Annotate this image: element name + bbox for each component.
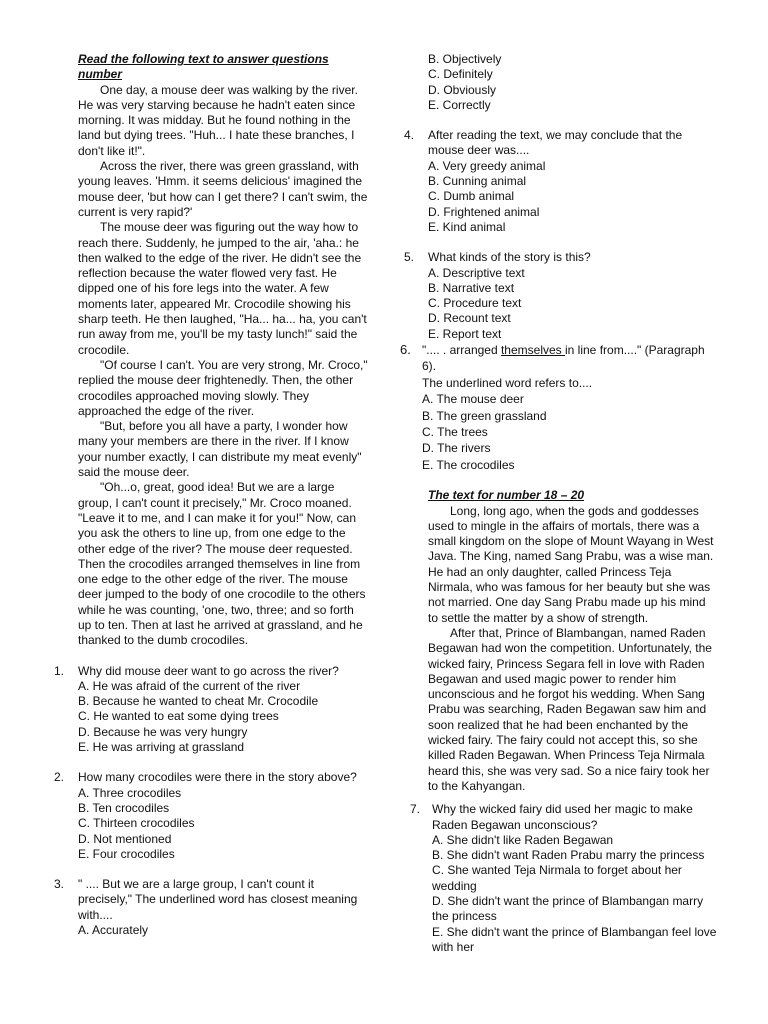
story-paragraph: One day, a mouse deer was walking by the river. He was very starving because he hadn't eaten since morning. It was midday. But he found nothing in the land but dying trees. "Huh... I hate these branches, I don't like it!". xyxy=(78,82,358,158)
question-text-end: in line from...." (Paragraph 6). xyxy=(422,343,705,374)
right-column xyxy=(400,52,718,955)
answer-option: B. Objectively xyxy=(428,52,502,66)
answer-option: E. Kind animal xyxy=(428,219,506,234)
answer-option: D. Obviously xyxy=(428,82,497,97)
answer-option: D. The rivers xyxy=(422,441,491,456)
question-text: How many crocodiles were there in the story above? xyxy=(78,770,357,785)
answer-option: C. Thirteen crocodiles xyxy=(78,816,195,831)
answer-options xyxy=(432,833,718,955)
answer-option: B. She didn't want Raden Prabu marry the princess xyxy=(432,848,705,863)
answer-option: B. Ten crocodiles xyxy=(78,800,170,815)
answer-options xyxy=(428,266,718,342)
question-text xyxy=(422,342,718,375)
answer-option: A. Very greedy animal xyxy=(428,158,546,173)
question-3 xyxy=(54,877,368,938)
answer-option: D. Because he was very hungry xyxy=(78,724,248,739)
underlined-word: themselves xyxy=(500,343,565,358)
question-text: Why did mouse deer want to go across the river? xyxy=(78,663,339,678)
answer-option: B. The green grassland xyxy=(422,408,547,423)
question-1 xyxy=(54,663,368,756)
answer-option: C. Dumb animal xyxy=(428,189,515,204)
question-2 xyxy=(54,770,368,862)
question-number: 3. xyxy=(54,877,65,892)
question-number: 4. xyxy=(404,128,415,143)
story-paragraph: Long, long ago, when the gods and goddesses used to mingle in the affairs of mortals, there was a small kingdom on the slope of Mount Wayang in West Java. The King, named Sang Prabu, was a wise man. He had an only daughter, called Princess Teja Nirmala, who was famous for her beauty but she was not married. One day Sang Prabu made up his mind to settle the matter by a show of strength. xyxy=(428,503,714,625)
answer-option: D. Recount text xyxy=(428,311,511,326)
answer-option: E. He was arriving at grassland xyxy=(78,740,245,755)
answer-option: B. Because he wanted to cheat Mr. Crocodile xyxy=(78,694,319,709)
question-7 xyxy=(400,802,718,955)
question-text-start: ".... . arranged xyxy=(422,343,501,358)
answer-option: C. Procedure text xyxy=(428,296,522,311)
answer-options xyxy=(78,679,368,755)
answer-option: A. The mouse deer xyxy=(422,392,524,407)
story-paragraph: "Oh...o, great, good idea! But we are a large group, I can't count it precisely," Mr. Croco moaned. "Leave it to me, and I can make it for you!" Now, can you ask the others to line up, from one edge to the other edge of the river? The mouse deer requested. Then the crocodiles arranged themselves in line from one edge to the other edge of the river. The mouse deer jumped to the body of one crocodile to the others while he was counting, 'one, two, three; and so forth up to ten. Then at last he arrived at grassland, and he thanked to the dumb crocodiles. xyxy=(78,480,366,648)
question-number: 7. xyxy=(410,802,421,817)
answer-option: E. The crocodiles xyxy=(422,457,515,472)
answer-option: B. Cunning animal xyxy=(428,174,527,189)
answer-option: E. Four crocodiles xyxy=(78,846,175,861)
story-paragraph: The mouse deer was figuring out the way how to reach there. Suddenly, he jumped to the air, 'aha.: he then walked to the edge of the river. He didn't see the reflection because the water flowed very fast. He dipped one of his fore legs into the water. A few moments later, appeared Mr. Crocodile showing his sharp teeth. He then laughed, "Ha... ha... ha, you can't run away from me, you'll be my tasty lunch!" said the crocodile. xyxy=(78,220,367,357)
answer-option: D. She didn't want the prince of Blambangan marry the princess xyxy=(432,894,704,924)
answer-option: A. Three crocodiles xyxy=(78,785,182,800)
answer-option: A. Descriptive text xyxy=(428,265,525,280)
question-text: Why the wicked fairy did used her magic to make Raden Begawan unconscious? xyxy=(432,802,693,832)
answer-option: C. The trees xyxy=(422,425,488,440)
question-number: 5. xyxy=(404,250,415,265)
question-text: After reading the text, we may conclude that the mouse deer was.... xyxy=(428,128,683,158)
answer-options xyxy=(422,391,718,473)
story-paragraph: "Of course I can't. You are very strong, Mr. Croco," replied the mouse deer frightenedly. Then, the other crocodiles approached moving slowly. They approached the edge of the river. xyxy=(78,357,368,418)
question-prompt: The underlined word refers to.... xyxy=(422,375,593,390)
question-number: 2. xyxy=(54,770,65,785)
answer-options xyxy=(78,923,368,938)
answer-option: A. She didn't like Raden Begawan xyxy=(432,832,614,847)
answer-option: E. She didn't want the prince of Blambangan feel love with her xyxy=(432,924,717,954)
question-number: 1. xyxy=(54,663,65,678)
question-6 xyxy=(400,342,718,473)
story-paragraph: "But, before you all have a party, I wonder how many your members are there in the river. If I know your number exactly, I can distribute my meat evenly" said the mouse deer. xyxy=(78,419,362,480)
question-number: 6. xyxy=(400,342,411,358)
question-text: What kinds of the story is this? xyxy=(428,250,591,265)
left-column xyxy=(54,52,368,938)
answer-option: E. Report text xyxy=(428,326,502,341)
story-paragraph: Across the river, there was green grassland, with young leaves. 'Hmm. it seems delicious' imagined the mouse deer, 'but how can I get there? I can't swim, the current is very rapid?' xyxy=(78,159,368,219)
story-paragraph: After that, Prince of Blambangan, named Raden Begawan had won the competition. Unfortunately, the wicked fairy, Princess Segara fell in love with Raden Begawan and used magic power to render him unconscious and he forgot his wedding. When Sang Prabu was searching, Raden Begawan saw him and soon realized that he had been enchanted by the wicked fairy. The fairy could not accept this, so she killed Raden Begawan. When Princess Teja Nirmala heard this, she was very sad. So a nice fairy took her to the Kahyangan. xyxy=(428,625,712,793)
answer-option: C. Definitely xyxy=(428,67,493,82)
answer-options xyxy=(78,786,368,862)
answer-options xyxy=(428,159,718,235)
answer-option: D. Frightened animal xyxy=(428,204,540,219)
section-heading: Read the following text to answer questions number xyxy=(78,52,329,82)
answer-option: A. He was afraid of the current of the river xyxy=(78,678,301,693)
question-5 xyxy=(400,250,718,342)
answer-option: C. He wanted to eat some dying trees xyxy=(78,709,279,724)
question-text: " .... But we are a large group, I can't count it precisely," The underlined word has closest meaning with.... xyxy=(78,877,358,922)
answer-option: C. She wanted Teja Nirmala to forget about her wedding xyxy=(432,863,682,893)
section-heading: The text for number 18 – 20 xyxy=(428,488,585,503)
question-3-options-continued xyxy=(400,52,718,113)
answer-option: B. Narrative text xyxy=(428,280,515,295)
question-4 xyxy=(400,128,718,235)
answer-option: A. Accurately xyxy=(78,923,149,938)
answer-option: E. Correctly xyxy=(428,97,491,112)
second-text-block xyxy=(400,488,718,794)
answer-option: D. Not mentioned xyxy=(78,831,172,846)
